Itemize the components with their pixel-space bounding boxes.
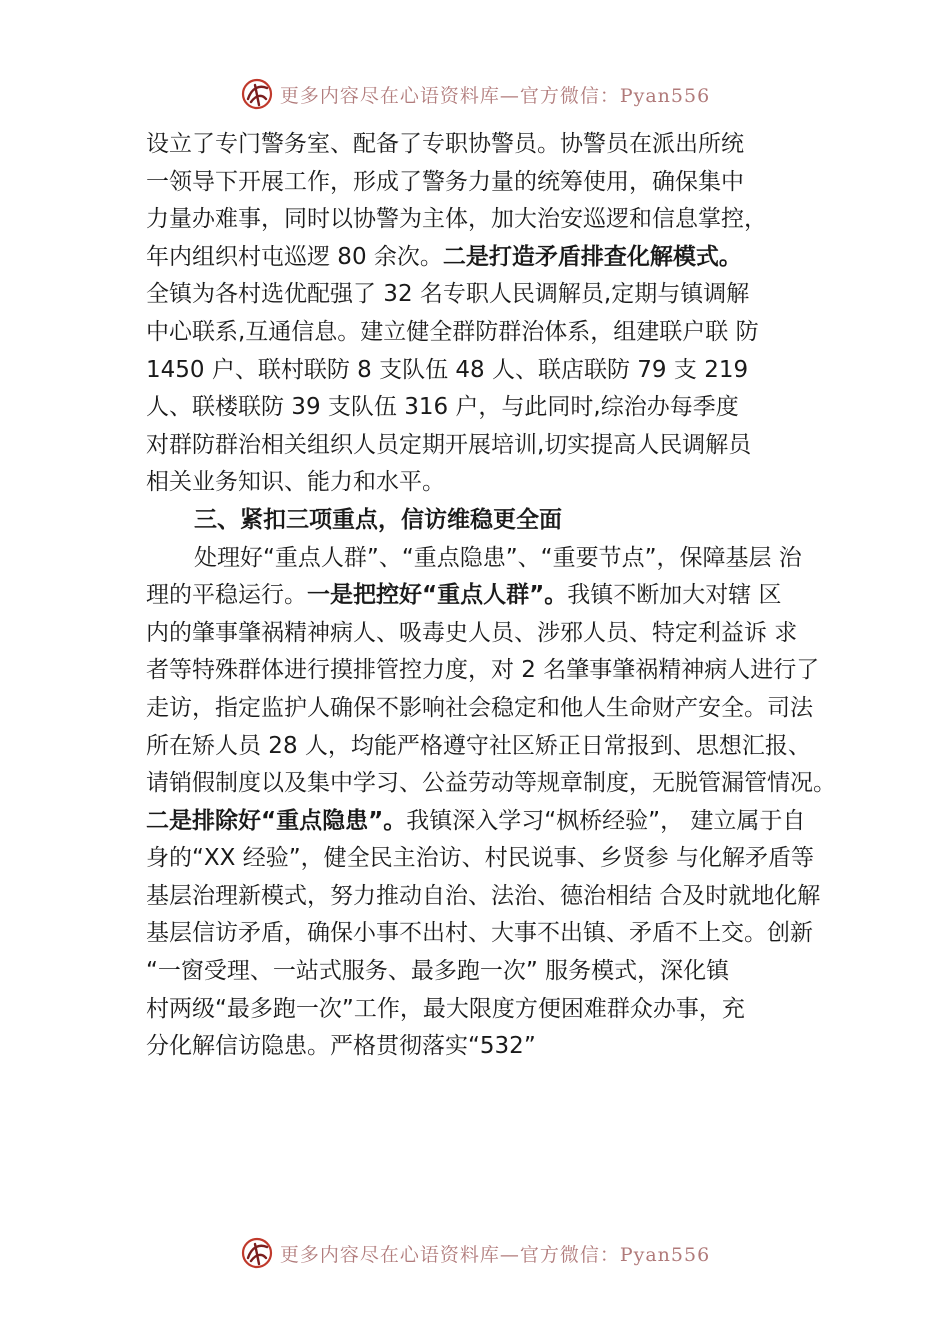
document-body	[146, 126, 836, 1066]
text-segment: 身的“XX 经验”，健全民主治访、村民说事、乡贤参 与化解矛盾等	[146, 845, 814, 872]
text-segment: 力量办难事，同时以协警为主体，加大治安巡逻和信息掌控，	[146, 206, 767, 233]
text-segment: 我镇深入学习“枫桥经验”， 建立属于自	[406, 807, 806, 834]
text-segment: 走访，指定监护人确保不影响社会稳定和他人生命财产安全。司法	[146, 694, 813, 721]
text-segment: 人、联楼联防 39 支队伍 316 户，与此同时,综治办每季度	[146, 394, 739, 421]
text-line	[146, 878, 836, 916]
text-segment: 我镇不断加大对辖 区	[567, 582, 782, 609]
text-line	[146, 389, 836, 427]
bold-text-segment: 一是把控好“重点人群”。	[307, 582, 568, 609]
text-segment: 基层信访矛盾，确保小事不出村、大事不出镇、矛盾不上交。创新	[146, 920, 813, 947]
text-line	[146, 502, 836, 540]
text-line	[146, 728, 836, 766]
text-line	[146, 314, 836, 352]
text-line	[146, 765, 836, 803]
text-segment: 基层治理新模式，努力推动自治、法治、德治相结 合及时就地化解	[146, 882, 821, 909]
text-segment: 分化解信访隐患。严格贯彻落实“532”	[146, 1033, 536, 1060]
calligraphy-seal-icon	[240, 1236, 274, 1270]
text-segment: 内的肇事肇祸精神病人、吸毒史人员、涉邪人员、特定利益诉 求	[146, 619, 798, 646]
text-line	[146, 276, 836, 314]
text-segment: 所在矫人员 28 人，均能严格遵守社区矫正日常报到、思想汇报、	[146, 732, 811, 759]
text-line	[146, 352, 836, 390]
text-line	[146, 615, 836, 653]
text-segment: 1450 户、联村联防 8 支队伍 48 人、联店联防 79 支 219	[146, 356, 749, 383]
bold-text-segment: 二是排除好“重点隐患”。	[146, 807, 407, 834]
text-line	[146, 652, 836, 690]
calligraphy-seal-icon	[240, 77, 274, 111]
text-segment: 相关业务知识、能力和水平。	[146, 469, 445, 496]
text-line	[146, 577, 836, 615]
text-line	[146, 1028, 836, 1066]
text-line	[146, 164, 836, 202]
bold-text-segment: 二是打造矛盾排查化解模式。	[442, 243, 742, 270]
text-line	[146, 126, 836, 164]
text-segment: 村两级“最多跑一次”工作，最大限度方便困难群众办事，充	[146, 995, 745, 1022]
text-line	[146, 840, 836, 878]
text-line	[146, 540, 836, 578]
text-line	[146, 201, 836, 239]
text-segment: 者等特殊群体进行摸排管控力度，对 2 名肇事肇祸精神病人进行了	[146, 657, 820, 684]
text-line	[146, 690, 836, 728]
text-segment: 一领导下开展工作，形成了警务力量的统筹使用，确保集中	[146, 168, 744, 195]
text-line	[146, 239, 836, 277]
bold-text-segment: 三、紧扣三项重点，信访维稳更全面	[194, 506, 562, 533]
text-segment: 处理好“重点人群”、“重点隐患”、“重要节点”，保障基层 治	[194, 544, 802, 571]
text-line	[146, 803, 836, 841]
footer-watermark-banner	[0, 1233, 950, 1273]
text-segment: 理的平稳运行。	[146, 582, 307, 609]
text-line	[146, 915, 836, 953]
watermark-text: 更多内容尽在心语资料库—官方微信：Pyan556	[279, 84, 711, 107]
text-line	[146, 464, 836, 502]
text-segment: 对群防群治相关组织人员定期开展培训,切实提高人民调解员	[146, 431, 752, 458]
text-segment: 设立了专门警务室、配备了专职协警员。协警员在派出所统	[146, 131, 744, 157]
text-segment: 全镇为各村选优配强了 32 名专职人民调解员,定期与镇调解	[146, 281, 750, 308]
text-segment: 中心联系,互通信息。建立健全群防群治体系，组建联户联 防	[146, 318, 759, 345]
header-watermark-banner	[0, 74, 950, 114]
text-segment: 请销假制度以及集中学习、公益劳动等规章制度，无脱管漏管情况。	[146, 770, 836, 797]
text-segment: “一窗受理、一站式服务、最多跑一次” 服务模式，深化镇	[146, 958, 730, 985]
text-line	[146, 427, 836, 465]
text-segment: 年内组织村屯巡逻 80 余次。	[146, 243, 443, 270]
text-line	[146, 953, 836, 991]
watermark-text: 更多内容尽在心语资料库—官方微信：Pyan556	[279, 1243, 711, 1266]
text-line	[146, 991, 836, 1029]
